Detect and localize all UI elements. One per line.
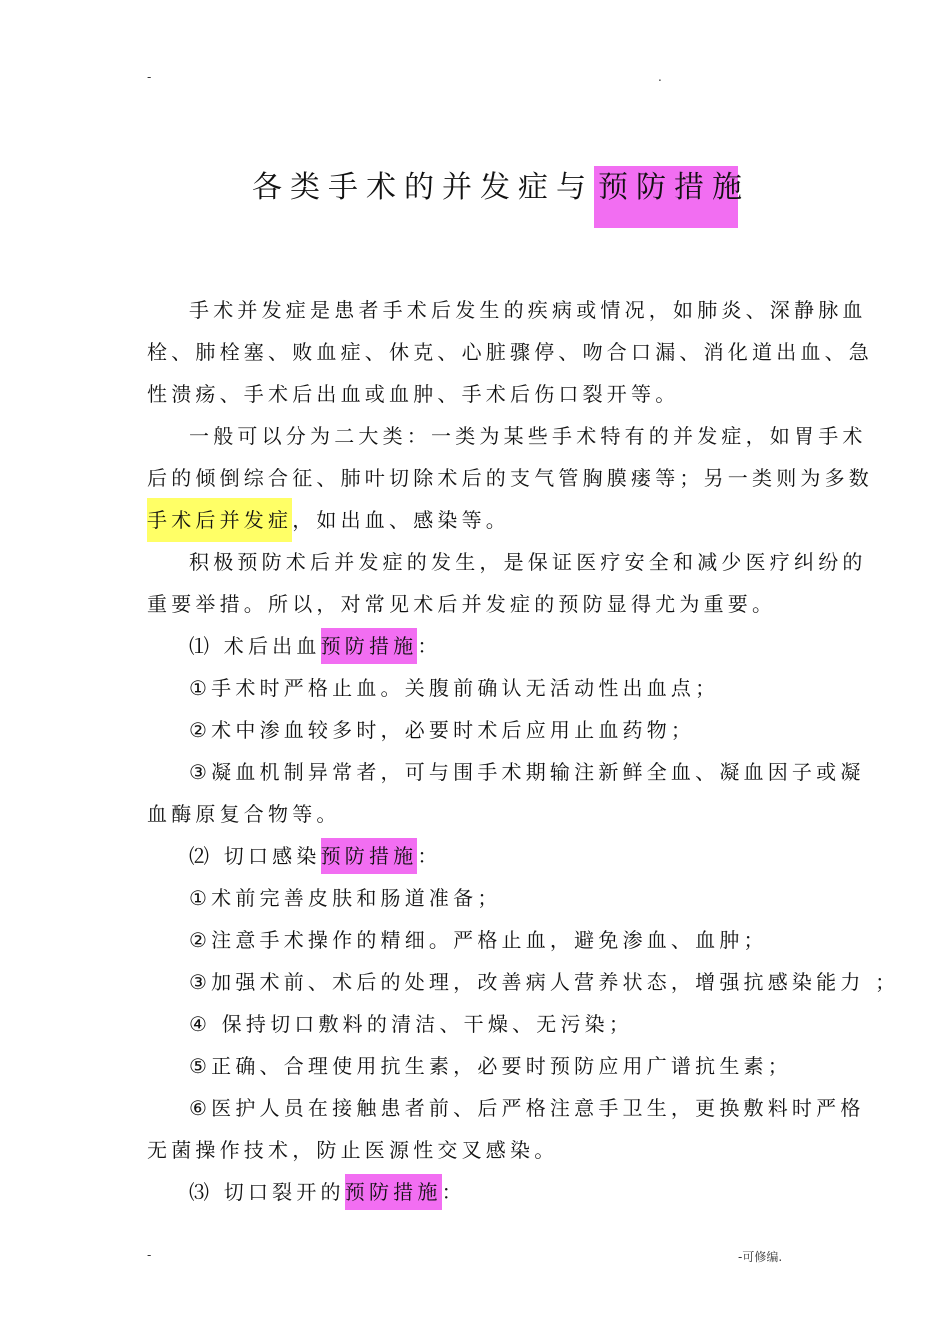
footer-editable-note: -可修编. [738,1250,783,1264]
text-run: ①术前完善皮肤和肠道准备； [189,886,502,910]
header-right-mark: . [658,70,662,84]
title-text: 各类手术的并发症与 [252,170,594,205]
text-line [147,373,807,415]
highlight-pink: 预防措施 [345,1174,442,1210]
text-run: 后的倾倒综合征、肺叶切除术后的支气管胸膜瘘等；另一类则为多数 [147,466,873,490]
text-line [189,415,867,457]
text-run: ③加强术前、术后的处理，改善病人营养状态，增强抗感染能力 ； [189,970,900,994]
highlight-pink: 预防措施 [321,628,418,664]
text-run: ②术中渗血较多时，必要时术后应用止血药物； [189,718,696,742]
text-run: 血酶原复合物等。 [147,802,341,826]
text-line [147,583,807,625]
text-line [147,457,873,499]
text-line [147,793,807,835]
text-line [189,1045,849,1087]
text-line [147,1129,807,1171]
text-line [147,499,807,541]
text-run: 无菌操作技术，防止医源性交叉感染。 [147,1138,559,1162]
text-run: ，如出血、感染等。 [292,508,511,532]
text-run: ⑵ 切口感染 [189,844,321,868]
text-run: 一般可以分为二大类：一类为某些手术特有的并发症，如胃手术 [189,424,867,448]
title-highlight: 预防措施 [594,166,738,228]
text-run: ③凝血机制异常者，可与围手术期输注新鲜全血、凝血因子或凝 [189,760,865,784]
text-run: ②注意手术操作的精细。严格止血，避免渗血、血肿； [189,928,768,952]
text-run: 手术并发症是患者手术后发生的疾病或情况，如肺炎、深静脉血 [189,298,867,322]
text-run: ： [417,844,442,868]
header-left-mark: - [147,70,152,84]
document-title [252,166,750,228]
text-run: ： [417,634,442,658]
text-line [189,961,900,1003]
highlight-pink: 预防措施 [321,838,418,874]
text-line [189,289,867,331]
text-run: ①手术时严格止血。关腹前确认无活动性出血点； [189,676,720,700]
text-run: ： [441,1180,466,1204]
text-run: ⑤正确、合理使用抗生素，必要时预防应用广谱抗生素； [189,1054,792,1078]
text-line [189,751,865,793]
text-line [189,667,849,709]
text-line [189,1171,849,1213]
text-line [189,835,849,877]
text-run: ④ 保持切口敷料的清洁、干燥、无污染； [189,1012,634,1036]
text-line [189,541,867,583]
text-line [189,919,849,961]
text-line [189,1003,849,1045]
footer-left-mark: - [147,1248,152,1262]
text-run: 栓、肺栓塞、败血症、休克、心脏骤停、吻合口漏、消化道出血、急 [147,340,873,364]
text-line [147,331,873,373]
text-run: 积极预防术后并发症的发生，是保证医疗安全和减少医疗纠纷的 [189,550,867,574]
text-run: ⑴ 术后出血 [189,634,321,658]
text-run: 性溃疡、手术后出血或血肿、手术后伤口裂开等。 [147,382,680,406]
text-run: 重要举措。所以，对常见术后并发症的预防显得尤为重要。 [147,592,777,616]
text-line [189,709,849,751]
text-run: ⑶ 切口裂开的 [189,1180,345,1204]
highlight-yellow: 手术后并发症 [147,498,292,542]
text-line [189,625,849,667]
text-line [189,877,849,919]
text-line [189,1087,865,1129]
text-run: ⑥医护人员在接触患者前、后严格注意手卫生，更换敷料时严格 [189,1096,865,1120]
